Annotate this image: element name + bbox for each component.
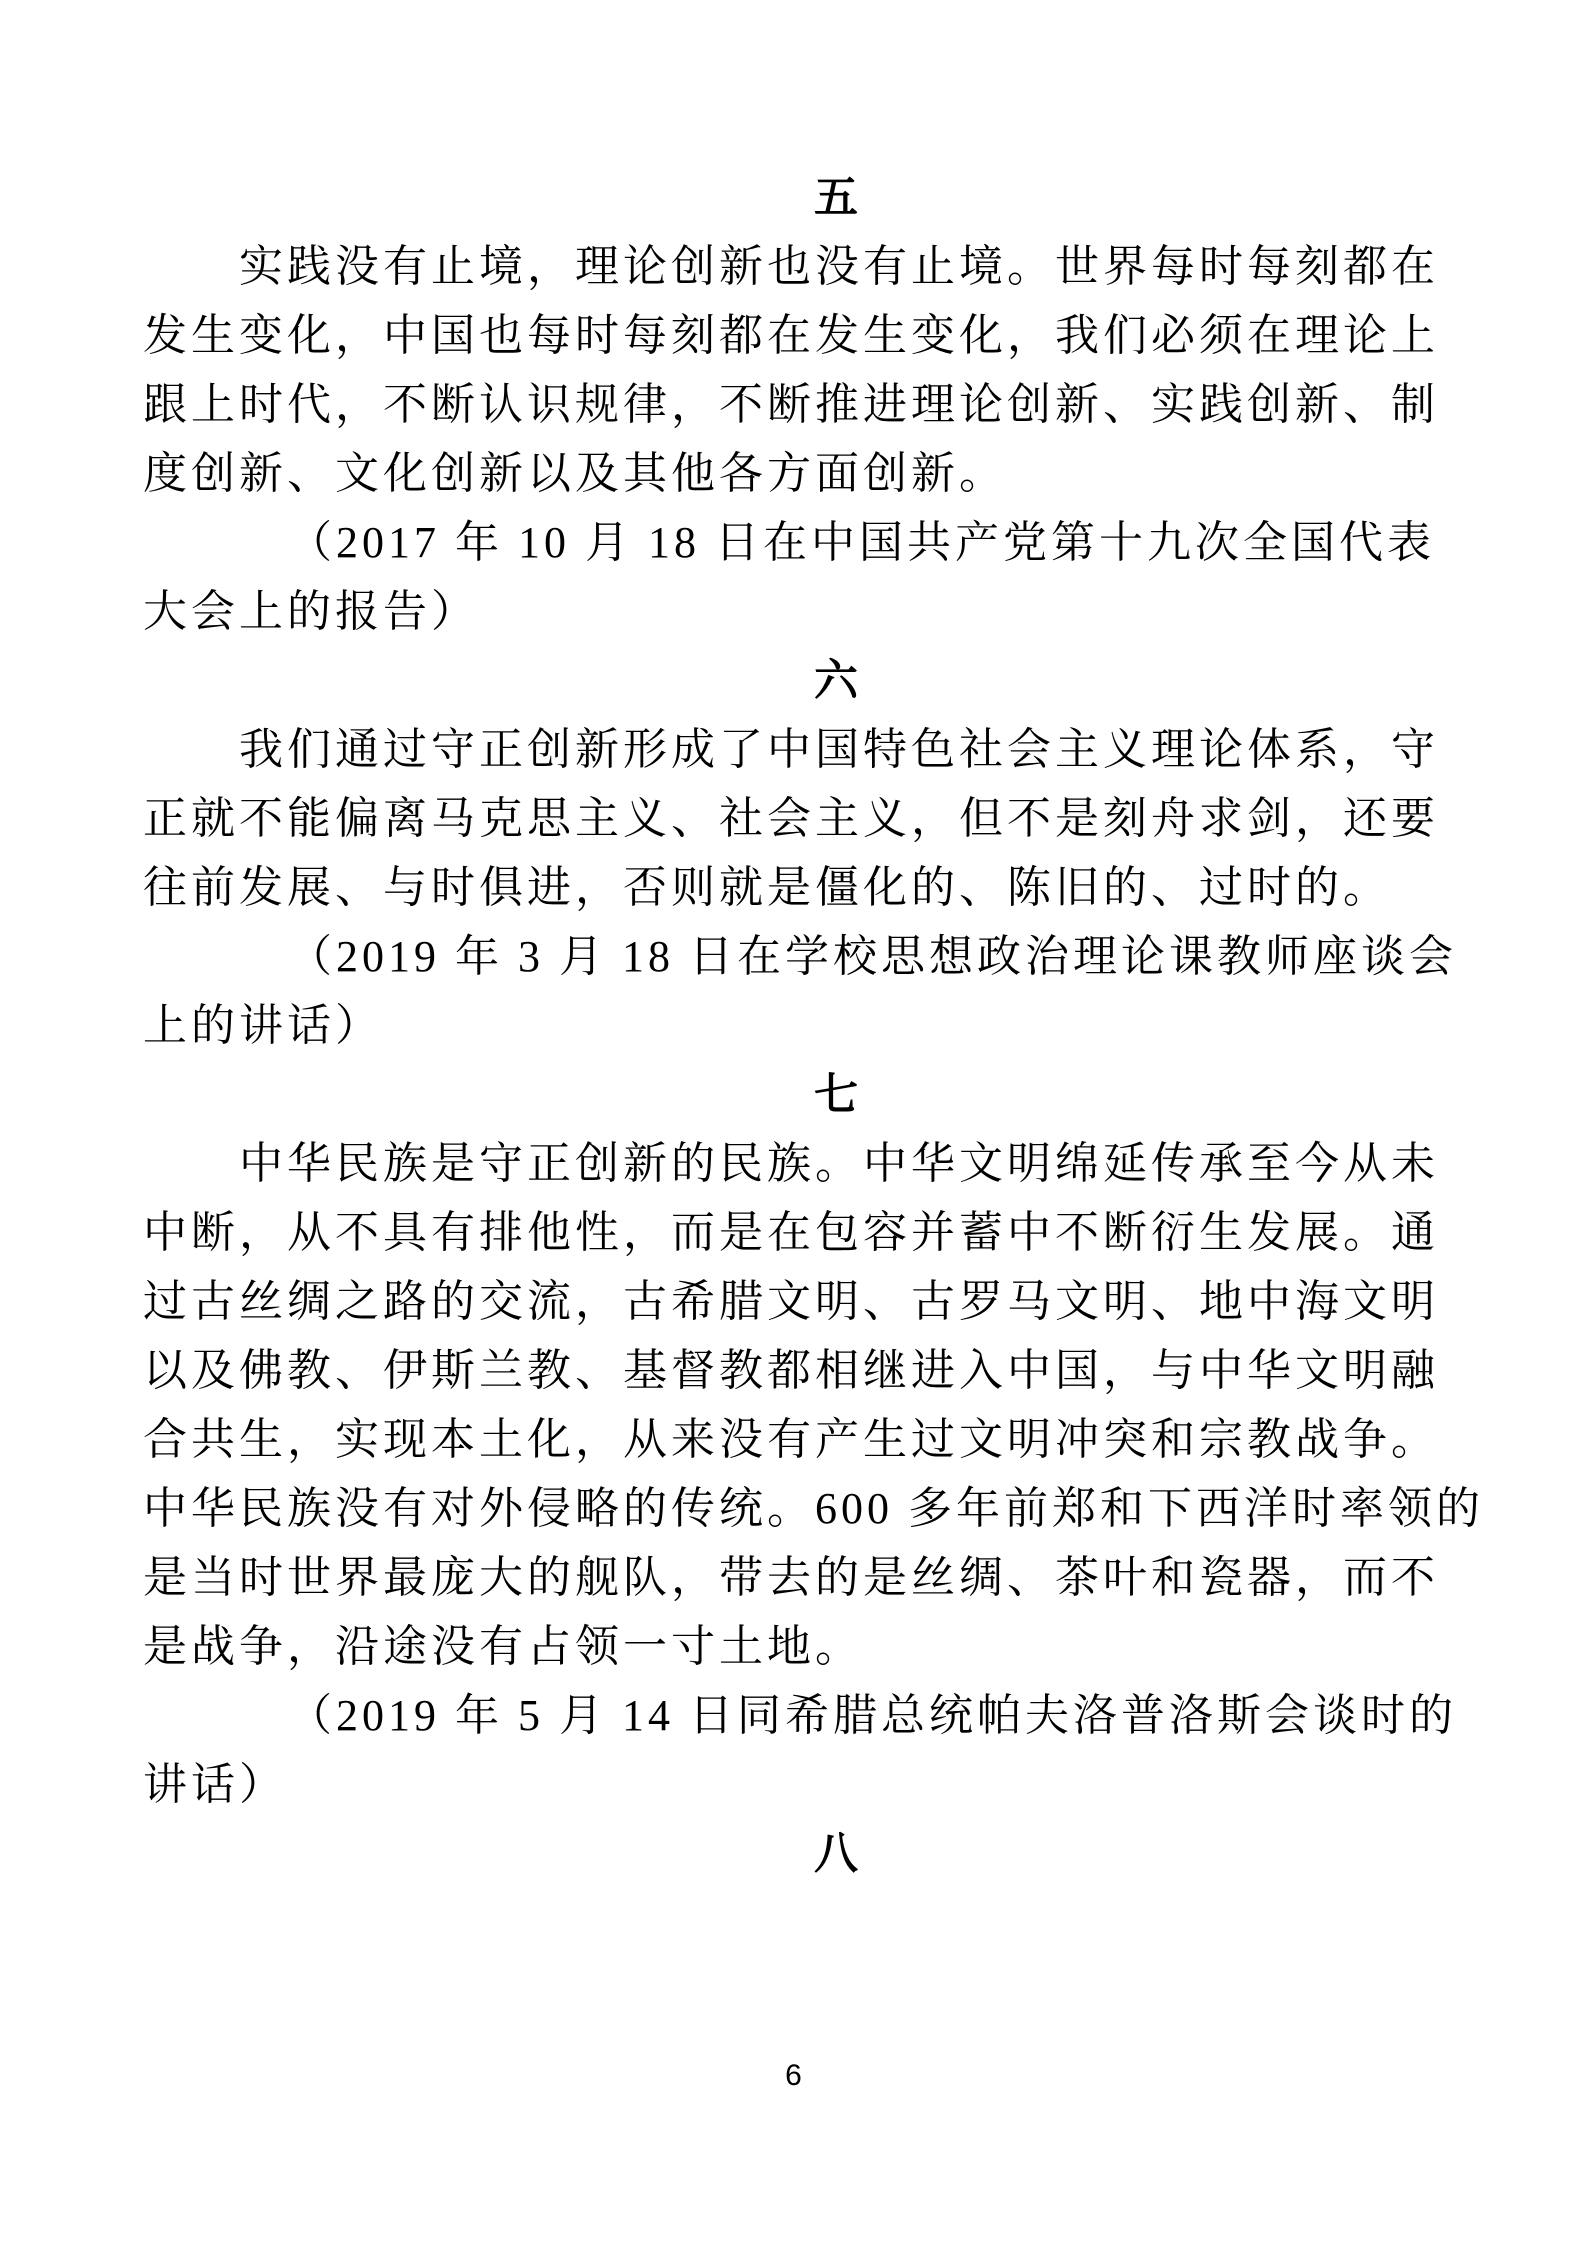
paragraph-line: 我们通过守正创新形成了中国特色社会主义理论体系，守 [239, 725, 1439, 774]
section-heading: 五 [814, 173, 858, 222]
paragraph-line: 度创新、文化创新以及其他各方面创新。 [143, 449, 1007, 498]
paragraph-line: 发生变化，中国也每时每刻都在发生变化，我们必须在理论上 [143, 311, 1439, 360]
citation-line: （2019 年 3 月 18 日在学校思想政治理论课教师座谈会 [288, 932, 1457, 981]
section-heading: 六 [814, 656, 858, 705]
paragraph-line: 以及佛教、伊斯兰教、基督教都相继进入中国，与中华文明融 [143, 1346, 1439, 1395]
paragraph-line: 实践没有止境，理论创新也没有止境。世界每时每刻都在 [239, 242, 1439, 291]
citation-line: 上的讲话） [143, 1001, 383, 1050]
section-heading: 八 [814, 1829, 858, 1878]
citation-line: （2019 年 5 月 14 日同希腊总统帕夫洛普洛斯会谈时的 [288, 1691, 1457, 1740]
paragraph-line: 中断，从不具有排他性，而是在包容并蓄中不断衍生发展。通 [143, 1208, 1439, 1257]
document-content [143, 163, 1484, 1888]
paragraph-line: 中华民族是守正创新的民族。中华文明绵延传承至今从未 [239, 1139, 1439, 1188]
paragraph-line: 是当时世界最庞大的舰队，带去的是丝绸、茶叶和瓷器，而不 [143, 1553, 1439, 1602]
paragraph-line: 中华民族没有对外侵略的传统。600 多年前郑和下西洋时率领的 [143, 1484, 1484, 1533]
section-heading: 七 [814, 1070, 858, 1119]
paragraph-line: 往前发展、与时俱进，否则就是僵化的、陈旧的、过时的。 [143, 863, 1391, 912]
paragraph-line: 正就不能偏离马克思主义、社会主义，但不是刻舟求剑，还要 [143, 794, 1439, 843]
citation-line: （2017 年 10 月 18 日在中国共产党第十九次全国代表 [288, 518, 1435, 567]
page-number: 6 [785, 2059, 802, 2092]
paragraph-line: 是战争，沿途没有占领一寸土地。 [143, 1622, 863, 1671]
paragraph-line: 跟上时代，不断认识规律，不断推进理论创新、实践创新、制 [143, 380, 1439, 429]
citation-line: 讲话） [143, 1760, 287, 1809]
paragraph-line: 过古丝绸之路的交流，古希腊文明、古罗马文明、地中海文明 [143, 1277, 1439, 1326]
paragraph-line: 合共生，实现本土化，从来没有产生过文明冲突和宗教战争。 [143, 1415, 1439, 1464]
citation-line: 大会上的报告） [143, 587, 479, 636]
